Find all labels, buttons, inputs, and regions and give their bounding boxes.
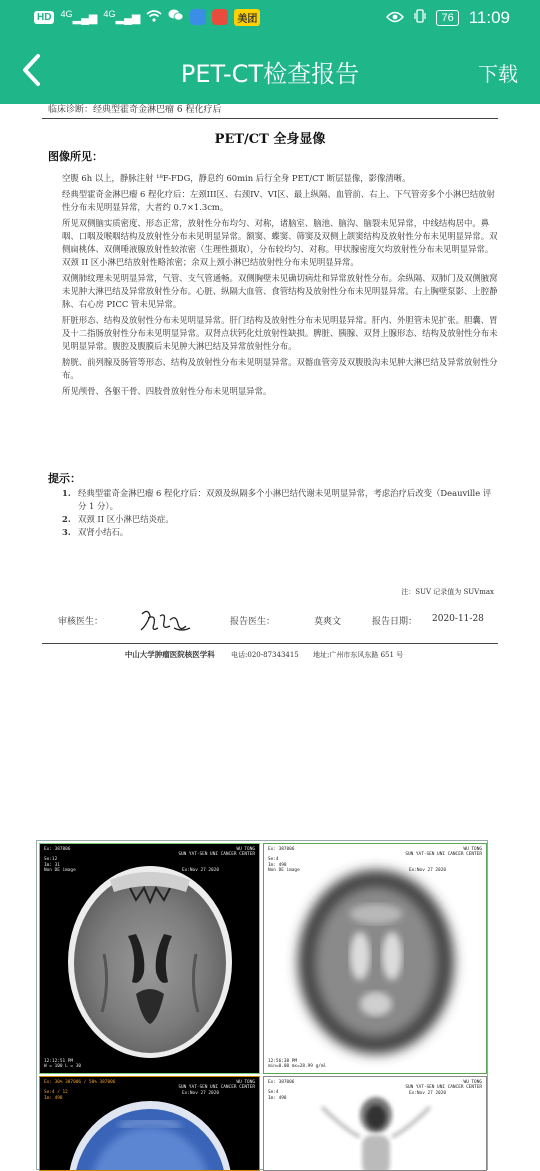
scan-overlay-date: Ex:Nov 27 2020	[408, 1091, 446, 1096]
wifi-icon	[146, 9, 162, 26]
eye-icon	[386, 10, 404, 27]
app-icon	[190, 9, 206, 25]
hospital-phone: 电话:020-87343415	[231, 651, 299, 659]
findings-text	[62, 172, 498, 401]
status-bar-right	[386, 8, 510, 28]
date-label: 报告日期：	[372, 617, 418, 627]
report-document	[0, 104, 540, 664]
brain-ct-image	[40, 844, 260, 1074]
scan-image-panel[interactable]	[36, 840, 488, 1170]
app-bar	[0, 36, 540, 104]
scan-overlay-info: Ex: 387006 Se:4 Im: 498	[268, 1080, 295, 1101]
report-footer	[0, 649, 540, 660]
scan-overlay-footer: 12:56:38 PM min=0.00 mx=28.99 g/ml	[268, 1058, 327, 1069]
pet-scan-view	[263, 843, 487, 1074]
scan-overlay-header: WU TONG SUN YAT-SEN UNI CANCER CENTER	[405, 847, 482, 858]
findings-paragraph: 所见双侧脑实质密度、形态正常，放射性分布均匀、对称，诸脑室、脑池、脑沟、脑裂未见异常，中线结构居中。鼻咽、口咽及喉咽结构及放射性分布未见明显异常。额窦、蝶窦、筛窦及双侧上颌窦结构及放射性分布未见明显异常。双侧扁桃体、双侧唾液腺放射性较浓密（生理性摄取），分布较均匀、对称。甲状腺密度欠均放射性分布未见明显异常。双颈 II 区小淋巴结放射性略浓密；余双上颈小淋巴结放射性分布未见明显异常。	[62, 218, 498, 267]
reporter-name: 莫爽文	[314, 617, 342, 627]
download-button[interactable]: 下载	[478, 62, 518, 86]
status-bar	[0, 0, 540, 36]
mip-scan-view	[263, 1076, 487, 1171]
battery-icon: 76	[436, 10, 458, 26]
scan-overlay-info: Ex: 387006 Se:12 Im: 31 Non DE image	[44, 847, 76, 873]
app-icon	[212, 9, 228, 25]
scan-overlay-info: Ex: 30% 387006 / 50% 387006 Se:4 / 12 Im: 498	[44, 1080, 116, 1101]
scan-overlay-date: Ex:Nov 27 2020	[181, 868, 219, 873]
page-title: PET-CT检查报告	[180, 60, 360, 88]
findings-paragraph: 经典型霍奇金淋巴瘤 6 程化疗后：左颈III区、右颈IV、VI区、最上纵隔、血管前、右上、下气管旁多个小淋巴结放射性分布未见明显异常，大者约 0.7×1.3cm。	[62, 189, 495, 212]
list-item: 2. 双颈 II 区小淋巴结炎症。	[62, 514, 174, 524]
report-date: 2020-11-28	[432, 614, 484, 624]
findings-paragraph: 所见颅骨、各躯干骨、四肢骨放射性分布未见明显异常。	[62, 386, 272, 396]
vibrate-icon	[414, 9, 426, 27]
scan-overlay-footer: 12:12:51 PM W = 100 L = 30	[44, 1058, 82, 1069]
suv-note: 注：SUV 记录值为 SUVmax	[401, 588, 494, 596]
whole-body-mip-image	[264, 1077, 487, 1171]
scan-overlay-date: Ex:Nov 27 2020	[181, 1091, 219, 1096]
hint-label: 提示：	[48, 472, 81, 485]
clinical-diagnosis: 临床诊断：经典型霍奇金淋巴瘤 6 程化疗后	[48, 105, 222, 115]
status-bar-left	[34, 8, 260, 26]
wechat-icon	[168, 8, 184, 26]
hd-badge: HD	[34, 11, 54, 24]
findings-label: 图像所见：	[48, 150, 103, 163]
scan-overlay-header: WU TONG SUN YAT-SEN UNI CANCER CENTER	[178, 1080, 255, 1091]
list-item: 1. 经典型霍奇金淋巴瘤 6 程化疗后：双颈及纵隔多个小淋巴结代谢未见明显异常，考虑治疗后改变（Deauville 评分 1 分）。	[62, 488, 492, 511]
findings-paragraph: 双侧肺纹理未见明显异常，气管、支气管通畅。双侧胸壁未见确切病灶和异常放射性分布。余纵隔、双肺门及双侧腋窝未见肿大淋巴结及异常放射性分布。心脏、纵隔大血管、食管结构及放射性分布未见明显异常。右上胸壁泵影、上腔静脉、右心房 PICC 管未见异常。	[62, 273, 498, 309]
scan-overlay-header: WU TONG SUN YAT-SEN UNI CANCER CENTER	[178, 847, 255, 858]
meituan-icon: 美团	[234, 9, 260, 26]
scan-overlay-info: Ex: 387006 Se:4 Im: 498 Non DE image	[268, 847, 300, 873]
findings-paragraph: 肝脏形态、结构及放射性分布未见明显异常。肝门结构及放射性分布未见明显异常。肝内、外胆管未见扩张。胆囊、胃及十二指肠放射性分布未见明显异常。双肾点状钙化灶放射性缺损。脾脏、胰腺、双肾上腺形态、结构及放射性分布未见明显异常。腹腔及腹膜后未见肿大淋巴结及异常放射性分布。	[62, 315, 498, 351]
signal-icon: $^{4G}$▂▄▆	[60, 9, 98, 25]
hospital-address: 地址:广州市东风东路 651 号	[313, 651, 404, 659]
clock: 11:09	[468, 8, 510, 27]
brain-pet-image	[264, 844, 487, 1074]
reporter-label: 报告医生：	[230, 617, 276, 627]
reviewer-signature	[136, 606, 194, 636]
findings-paragraph: 空腹 6h 以上，静脉注射 ¹⁸F-FDG，静息约 60min 后行全身 PET/CT 断层显像，影像清晰。	[62, 173, 411, 183]
scan-overlay-date: Ex:Nov 27 2020	[408, 868, 446, 873]
divider	[42, 643, 498, 644]
reviewer-label: 审核医生：	[58, 617, 104, 627]
findings-paragraph: 膀胱、前列腺及肠管等形态、结构及放射性分布未见明显异常。双髂血管旁及双腹股沟未见肿大淋巴结及异常放射性分布。	[62, 357, 498, 380]
scan-overlay-header: WU TONG SUN YAT-SEN UNI CANCER CENTER	[405, 1080, 482, 1091]
signal-icon: $^{4G}$▂▄▆	[103, 9, 141, 25]
hospital-name: 中山大学肿瘤医院核医学科	[124, 650, 215, 659]
list-item: 3. 双肾小结石。	[62, 527, 129, 537]
hint-list	[62, 487, 498, 539]
divider	[42, 118, 498, 119]
ct-scan-view	[39, 843, 260, 1074]
fusion-scan-view	[39, 1076, 260, 1171]
report-heading: PET/CT 全身显像	[214, 132, 326, 147]
